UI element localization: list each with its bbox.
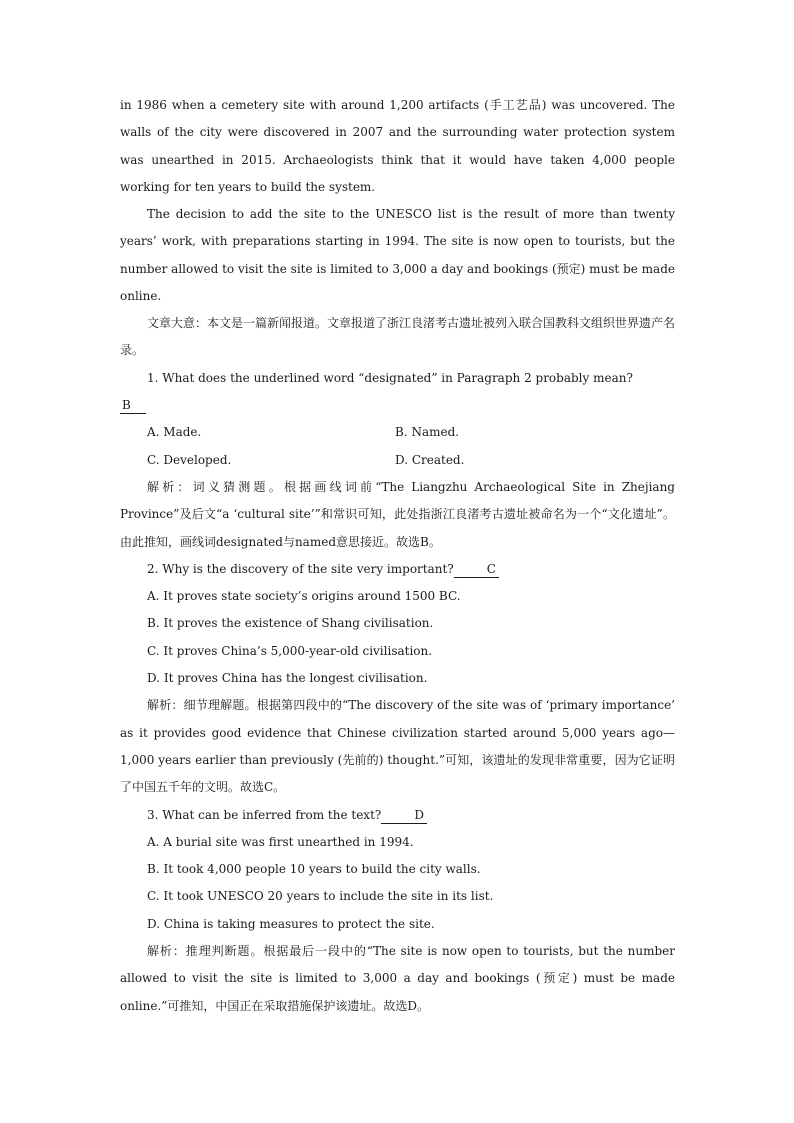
question-1-answer-line <box>120 392 675 419</box>
option-a: A. Made. <box>147 425 202 440</box>
question-stem-text: 2. Why is the discovery of the site very important? <box>147 561 454 576</box>
question-3-option-a: A. A burial site was first unearthed in 1994. <box>147 834 414 849</box>
option-c: C. Developed. <box>147 452 232 467</box>
answer-blank: B <box>120 397 146 414</box>
question-stem-text: 3. What can be inferred from the text? <box>147 807 382 822</box>
question-1-options-row-2 <box>120 447 675 474</box>
question-1-stem <box>120 365 675 392</box>
question-3-stem <box>120 802 675 829</box>
option-d: D. Created. <box>395 452 465 467</box>
option-b: B. Named. <box>395 425 460 440</box>
passage-last-paragraph: The decision to add the site to the UNESCO list is the result of more than twenty years’ work, with preparations starting in 1994. The site is now open to tourists, but the number allowed to visit the site is limited to 3,000 a day and bookings (预定) must be made online. <box>120 207 675 303</box>
question-2-option-d: D. It proves China has the longest civilisation. <box>147 671 428 686</box>
question-2-option-a: A. It proves state society’s origins around 1500 BC. <box>147 589 461 604</box>
question-3-option-c: C. It took UNESCO 20 years to include the site in its list. <box>147 889 494 904</box>
question-1-explanation: 解析：词义猜测题。根据画线词前“The Liangzhu Archaeological Site in Zhejiang Province”及后文“a ‘cultural site’”和常识可知，此处指浙江良渚考古遗址被命名为一个“文化遗址”。由此推知，画线词designated与named意思接近。故选B。 <box>120 479 675 549</box>
question-2-stem <box>120 556 675 583</box>
article-summary: 文章大意：本文是一篇新闻报道。文章报道了浙江良渚考古遗址被列入联合国教科文组织世界遗产名录。 <box>120 316 676 358</box>
question-3-option-d: D. China is taking measures to protect the site. <box>147 916 435 931</box>
question-2-option-b: B. It proves the existence of Shang civilisation. <box>147 616 434 631</box>
question-2-explanation: 解析：细节理解题。根据第四段中的“The discovery of the site was of ‘primary importance’ as it provides good evidence that Chinese civilization started around 5,000 years ago—1,000 years earlier than previously (先前的) thought.”可知，该遗址的发现非常重要，因为它证明了中国五千年的文明。故选C。 <box>120 698 675 795</box>
passage-continued-paragraph <box>120 92 675 201</box>
passage-paragraph: in 1986 when a cemetery site with around 1,200 artifacts (手工艺品) was uncovered. The walls of the city were discovered in 2007 and the surrounding water protection system was unearthed in 2015. Archaeologists think that it would have taken 4,000 people working for ten years to build the system. <box>120 98 675 194</box>
question-3-option-b: B. It took 4,000 people 10 years to build the city walls. <box>147 862 481 877</box>
answer-blank: C <box>454 561 499 578</box>
question-1-options-row-1 <box>120 419 675 446</box>
question-2-option-c: C. It proves China’s 5,000-year-old civilisation. <box>147 643 433 658</box>
question-3-explanation: 解析：推理判断题。根据最后一段中的“The site is now open to tourists, but the number allowed to visit the site is limited to 3,000 a day and bookings (预定) must be made online.”可推知，中国正在采取措施保护该遗址。故选D。 <box>120 944 675 1013</box>
answer-blank: D <box>381 807 427 824</box>
question-stem-text: 1. What does the underlined word “designated” in Paragraph 2 probably mean? <box>147 370 633 385</box>
document-body <box>120 201 675 1020</box>
